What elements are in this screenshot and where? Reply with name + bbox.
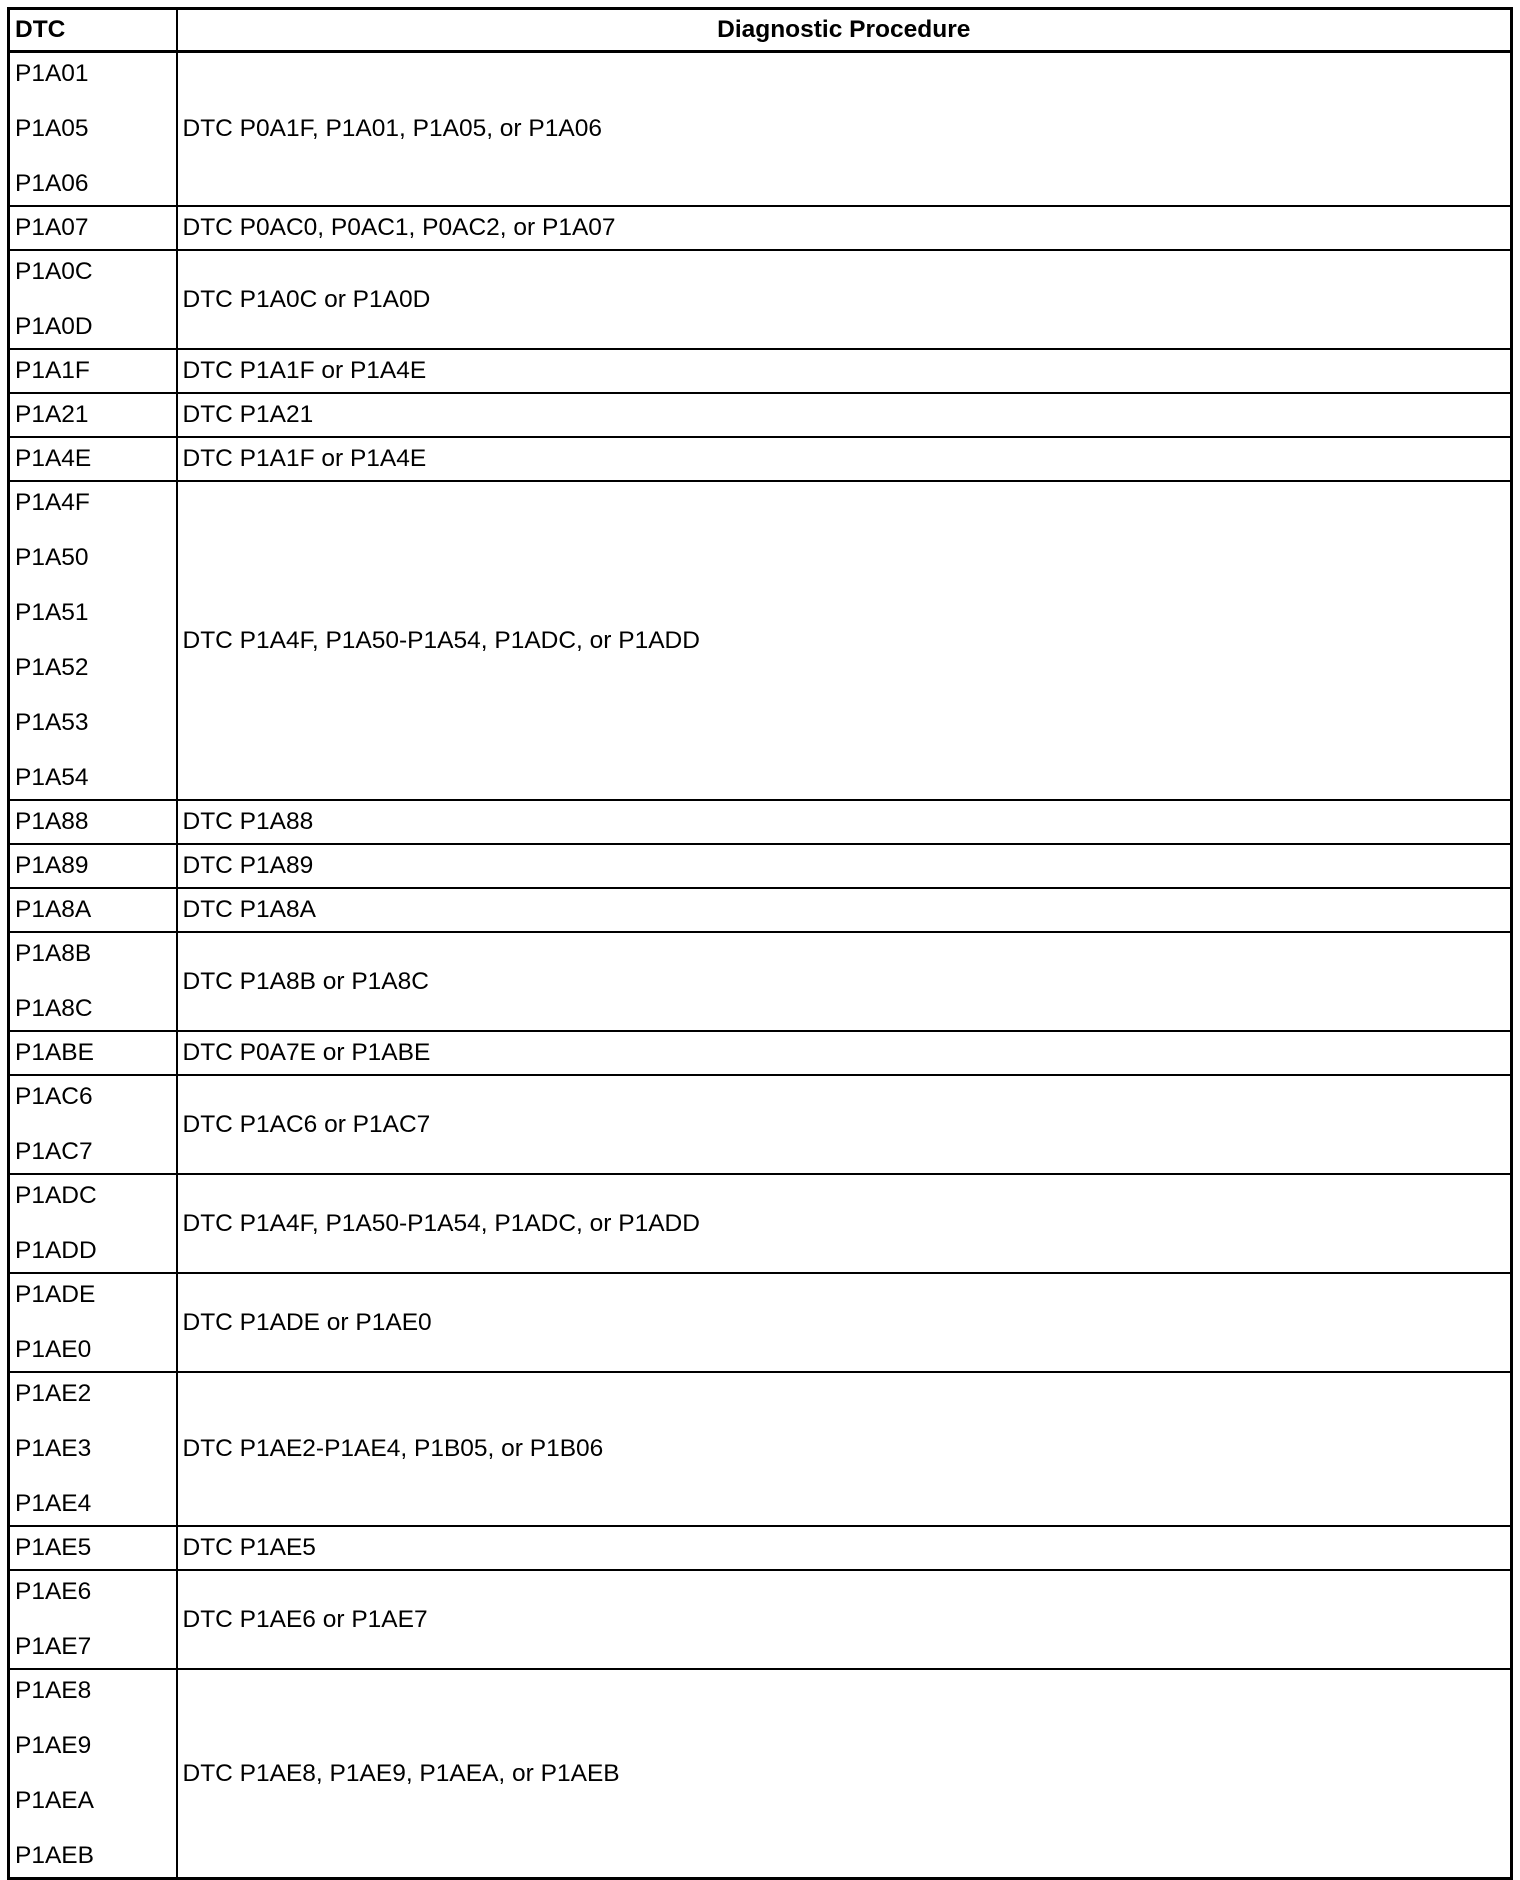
table-row bbox=[9, 1031, 1512, 1075]
dtc-code: P1AE2 bbox=[15, 1380, 92, 1407]
dtc-code: P1A05 bbox=[15, 115, 89, 142]
dtc-code-cell bbox=[9, 1273, 177, 1372]
table-row bbox=[9, 1669, 1512, 1879]
dtc-table bbox=[7, 7, 1513, 1880]
table-row bbox=[9, 932, 1512, 1031]
diagnostic-procedure-link: DTC P1A88 bbox=[177, 800, 1512, 844]
diagnostic-procedure-link: DTC P1A4F, P1A50-P1A54, P1ADC, or P1ADD bbox=[177, 481, 1512, 800]
dtc-code: P1AC7 bbox=[15, 1138, 93, 1165]
table-row bbox=[9, 481, 1512, 800]
dtc-code: P1AE0 bbox=[15, 1336, 92, 1363]
table-row bbox=[9, 1526, 1512, 1570]
dtc-code: P1A50 bbox=[15, 544, 89, 571]
dtc-code: P1AC6 bbox=[15, 1083, 93, 1110]
dtc-code-cell bbox=[9, 481, 177, 800]
dtc-code: P1ADC bbox=[15, 1182, 97, 1209]
dtc-code: P1A0C bbox=[15, 258, 93, 285]
header-row bbox=[9, 9, 1512, 52]
table-row bbox=[9, 844, 1512, 888]
diagnostic-procedure-link: DTC P1AE2-P1AE4, P1B05, or P1B06 bbox=[177, 1372, 1512, 1526]
diagnostic-procedure-link: DTC P0A1F, P1A01, P1A05, or P1A06 bbox=[177, 52, 1512, 207]
table-body bbox=[9, 52, 1512, 1879]
diagnostic-procedure-link: DTC P1A8A bbox=[177, 888, 1512, 932]
table-row bbox=[9, 393, 1512, 437]
diagnostic-procedure-link: DTC P1AE5 bbox=[177, 1526, 1512, 1570]
diagnostic-procedure-link: DTC P1AE8, P1AE9, P1AEA, or P1AEB bbox=[177, 1669, 1512, 1879]
dtc-code: P1A01 bbox=[15, 60, 89, 87]
dtc-code: P1AE5 bbox=[15, 1534, 92, 1561]
table-row bbox=[9, 800, 1512, 844]
dtc-code-cell bbox=[9, 250, 177, 349]
table-header bbox=[9, 9, 1512, 52]
diagnostic-procedure-link: DTC P1A0C or P1A0D bbox=[177, 250, 1512, 349]
dtc-code: P1A51 bbox=[15, 599, 89, 626]
dtc-code: P1A54 bbox=[15, 764, 89, 791]
diagnostic-procedure-link: DTC P1AC6 or P1AC7 bbox=[177, 1075, 1512, 1174]
dtc-code: P1AE6 bbox=[15, 1578, 92, 1605]
dtc-code: P1AE4 bbox=[15, 1490, 92, 1517]
table-row bbox=[9, 206, 1512, 250]
dtc-code-cell bbox=[9, 393, 177, 437]
diagnostic-procedure-link: DTC P1A8B or P1A8C bbox=[177, 932, 1512, 1031]
diagnostic-procedure-link: DTC P1A1F or P1A4E bbox=[177, 349, 1512, 393]
table-row bbox=[9, 1174, 1512, 1273]
dtc-code: P1A8A bbox=[15, 896, 92, 923]
dtc-code-cell bbox=[9, 844, 177, 888]
dtc-code: P1A53 bbox=[15, 709, 89, 736]
dtc-code: P1AE7 bbox=[15, 1633, 92, 1660]
dtc-code-cell bbox=[9, 1031, 177, 1075]
diagnostic-procedure-link: DTC P0AC0, P0AC1, P0AC2, or P1A07 bbox=[177, 206, 1512, 250]
dtc-code-cell bbox=[9, 1570, 177, 1669]
procedure-column-header: Diagnostic Procedure bbox=[177, 9, 1512, 52]
dtc-code: P1A89 bbox=[15, 852, 89, 879]
table-row bbox=[9, 1273, 1512, 1372]
diagnostic-procedure-link: DTC P1A21 bbox=[177, 393, 1512, 437]
dtc-code-cell bbox=[9, 349, 177, 393]
dtc-code: P1A06 bbox=[15, 170, 89, 197]
diagnostic-procedure-link: DTC P1A89 bbox=[177, 844, 1512, 888]
dtc-code-cell bbox=[9, 800, 177, 844]
dtc-code: P1AEA bbox=[15, 1787, 94, 1814]
dtc-code: P1A1F bbox=[15, 357, 90, 384]
dtc-code: P1ADD bbox=[15, 1237, 97, 1264]
dtc-code: P1AE9 bbox=[15, 1732, 92, 1759]
diagnostic-procedure-link: DTC P1AE6 or P1AE7 bbox=[177, 1570, 1512, 1669]
table-row bbox=[9, 1075, 1512, 1174]
diagnostic-procedure-link: DTC P0A7E or P1ABE bbox=[177, 1031, 1512, 1075]
table-row bbox=[9, 349, 1512, 393]
dtc-code-cell bbox=[9, 1372, 177, 1526]
dtc-code: P1A4E bbox=[15, 445, 92, 472]
table-row bbox=[9, 437, 1512, 481]
dtc-code: P1A21 bbox=[15, 401, 89, 428]
diagnostic-procedure-link: DTC P1A4F, P1A50-P1A54, P1ADC, or P1ADD bbox=[177, 1174, 1512, 1273]
dtc-table-container bbox=[7, 7, 1513, 1880]
dtc-code-cell bbox=[9, 932, 177, 1031]
dtc-code: P1A8C bbox=[15, 995, 93, 1022]
dtc-code: P1A52 bbox=[15, 654, 89, 681]
dtc-code: P1ABE bbox=[15, 1039, 94, 1066]
table-row bbox=[9, 52, 1512, 207]
dtc-code: P1A88 bbox=[15, 808, 89, 835]
dtc-code-cell bbox=[9, 888, 177, 932]
dtc-code: P1AE8 bbox=[15, 1677, 92, 1704]
table-row bbox=[9, 888, 1512, 932]
dtc-code: P1A07 bbox=[15, 214, 89, 241]
dtc-code-cell bbox=[9, 206, 177, 250]
diagnostic-procedure-link: DTC P1ADE or P1AE0 bbox=[177, 1273, 1512, 1372]
dtc-column-header: DTC bbox=[9, 9, 177, 52]
dtc-code-cell bbox=[9, 1526, 177, 1570]
dtc-code-cell bbox=[9, 1075, 177, 1174]
dtc-code-cell bbox=[9, 437, 177, 481]
dtc-code: P1A8B bbox=[15, 940, 92, 967]
diagnostic-procedure-link: DTC P1A1F or P1A4E bbox=[177, 437, 1512, 481]
dtc-code: P1AEB bbox=[15, 1842, 94, 1869]
dtc-code: P1A4F bbox=[15, 489, 90, 516]
dtc-code: P1ADE bbox=[15, 1281, 96, 1308]
table-row bbox=[9, 1570, 1512, 1669]
dtc-code: P1A0D bbox=[15, 313, 93, 340]
table-row bbox=[9, 250, 1512, 349]
dtc-code-cell bbox=[9, 1174, 177, 1273]
dtc-code-cell bbox=[9, 1669, 177, 1879]
table-row bbox=[9, 1372, 1512, 1526]
dtc-code-cell bbox=[9, 52, 177, 207]
dtc-code: P1AE3 bbox=[15, 1435, 92, 1462]
